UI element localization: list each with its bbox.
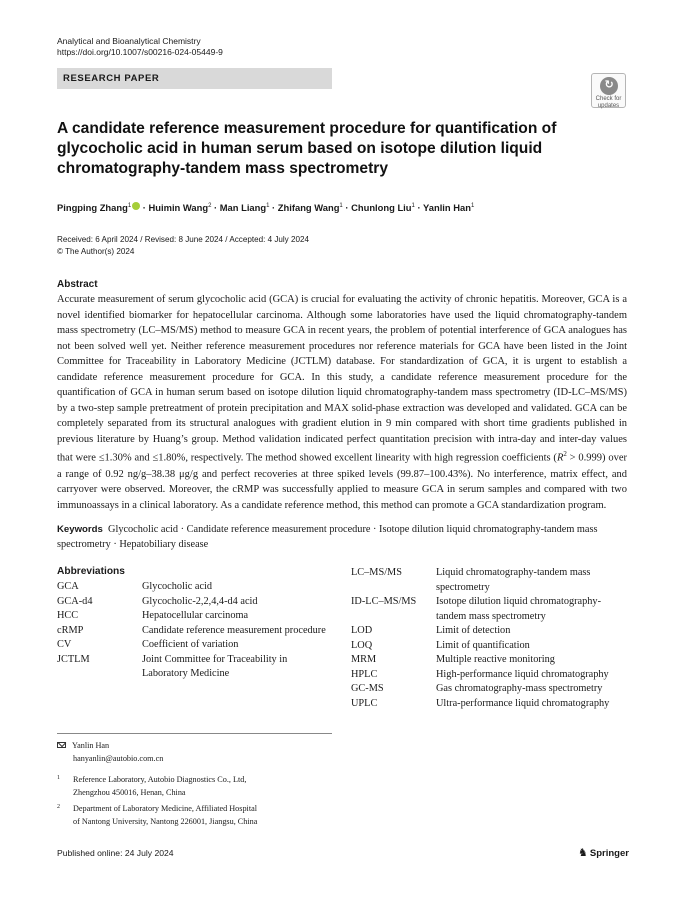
abbreviation-row — [351, 653, 628, 668]
abbreviation-row — [57, 595, 332, 610]
corresponding-author-name: Yanlin Han — [72, 741, 110, 750]
keywords-section — [57, 522, 627, 552]
mail-icon — [57, 742, 66, 748]
abbreviations-table-left — [57, 580, 332, 682]
affiliation-line: Department of Laboratory Medicine, Affiliated Hospital — [73, 804, 258, 813]
abbreviation-definition: Coefficient of variation — [142, 639, 239, 650]
abbreviation-definition: Joint Committee for Traceability in Laboratory Medicine — [142, 653, 288, 679]
abbreviation-row — [351, 624, 628, 639]
check-for-updates-badge[interactable] — [591, 73, 626, 108]
r2-exponent: 2 — [563, 450, 567, 459]
abbreviation-definition: Isotope dilution liquid chromatography-tandem mass spectrometry — [436, 596, 602, 622]
abbreviation-definition: High-performance liquid chromatography — [436, 668, 609, 680]
author-name[interactable]: Man Liang — [219, 202, 267, 214]
keywords-label: Keywords — [57, 524, 103, 535]
abbreviation-row — [57, 580, 332, 595]
doi-link[interactable]: https://doi.org/10.1007/s00216-024-05449-9 — [57, 47, 223, 57]
abbreviation-row — [351, 668, 628, 683]
abbreviation-term: LOQ — [351, 639, 373, 651]
affiliation-number: 1 — [57, 775, 60, 781]
abbreviation-definition: Candidate reference measurement procedure — [142, 624, 326, 636]
badge-line1: Check for — [595, 96, 622, 102]
affiliation-number: 2 — [57, 804, 60, 810]
author-affiliation-ref: 1 — [127, 203, 132, 209]
abbreviation-row — [351, 595, 628, 624]
orcid-icon[interactable] — [132, 202, 140, 210]
abbreviation-row — [57, 653, 332, 682]
publisher-name: Springer — [589, 848, 629, 859]
abbreviation-term: MRM — [351, 654, 377, 665]
abbreviation-definition: Limit of detection — [436, 625, 511, 636]
abbreviation-term: GC-MS — [351, 683, 384, 694]
springer-horse-icon: ♞ — [578, 847, 588, 859]
abstract-text-part2: > 0.999) over a range of 0.92 ng/g–38.38 μg/g and perfect recoveries at three spiked levels (99.87–100.43%). No interference, matrix effect, and carryover were observed. Moreover, the cRMP was successfully applied to measure GCA in serum samples and compared with two immunoassays in a clinical laboratory. As a candidate reference method, this method can promote a GCA standardization program. — [57, 452, 627, 511]
abbreviation-term: UPLC — [351, 697, 378, 709]
journal-header — [57, 36, 223, 58]
abbreviation-term: HCC — [57, 610, 79, 621]
affiliation-line: Zhengzhou 450016, Henan, China — [73, 787, 186, 797]
abbreviation-term: HPLC — [351, 668, 378, 680]
abbreviation-row — [57, 638, 332, 653]
author-list: Pingping Zhang$^1$ · Huimin Wang$^2$ · Man Liang$^1$ · Zhifang Wang$^1$ · Chunlong Liu$^1$ · Yanlin Han$^1$ — [57, 202, 475, 214]
affiliation-line: of Nantong University, Nantong 226001, Jiangsu, China — [73, 816, 258, 826]
abbreviation-definition: Limit of quantification — [436, 639, 530, 651]
author-affiliation-ref: 2 — [208, 203, 212, 209]
abstract-heading: Abstract — [57, 279, 98, 290]
abbreviation-row — [351, 639, 628, 654]
abbreviation-definition: Liquid chromatography-tandem mass spectrometry — [436, 567, 591, 593]
copyright-line: © The Author(s) 2024 — [57, 247, 135, 256]
affiliation — [57, 772, 246, 799]
abbreviation-row — [351, 682, 628, 697]
abbreviation-term: LC–MS/MS — [351, 567, 402, 578]
publication-dates — [57, 234, 309, 258]
publisher-logo[interactable] — [578, 846, 629, 859]
abbreviation-term: GCA — [57, 581, 79, 592]
abbreviation-term: LOD — [351, 625, 373, 636]
abbreviation-row — [57, 624, 332, 639]
abbreviations-heading: Abbreviations — [57, 566, 125, 577]
abbreviation-term: GCA-d4 — [57, 595, 93, 607]
abbreviation-definition: Glycocholic acid — [142, 581, 213, 592]
abbreviation-term: cRMP — [57, 624, 84, 636]
abbreviation-row — [351, 697, 628, 712]
article-type-banner: RESEARCH PAPER — [57, 68, 332, 89]
author-name[interactable]: Yanlin Han — [423, 202, 471, 214]
corresponding-author — [57, 740, 163, 765]
author-affiliation-ref: 1 — [266, 203, 270, 209]
check-updates-icon: ↻ — [600, 77, 618, 95]
author-name[interactable]: Huimin Wang — [148, 202, 209, 214]
abbreviation-term: CV — [57, 639, 72, 650]
abbreviation-definition: Gas chromatography-mass spectrometry — [436, 683, 603, 694]
author-affiliation-ref: 1 — [470, 203, 475, 209]
journal-name: Analytical and Bioanalytical Chemistry — [57, 36, 201, 46]
author-name[interactable]: Zhifang Wang — [277, 202, 340, 214]
keywords-text: Glycocholic acid · Candidate reference measurement procedure · Isotope dilution liquid chromatography-tandem mass spectrometry · Hepatobiliary disease — [57, 524, 598, 550]
date-history: Received: 6 April 2024 / Revised: 8 June 2024 / Accepted: 4 July 2024 — [57, 235, 309, 244]
abstract-body — [57, 292, 627, 513]
abstract-text-part1: Accurate measurement of serum glycocholic acid (GCA) is crucial for evaluating the activity of chronic hepatitis. Moreover, GCA is a novel identified biomarker for hepatocellular carcinoma. Although some laboratories have used the liquid chromatography-tandem mass spectrometry (LC–MS/MS) method to measure GCA in recent years, the problem of potential interference of GCA analogues has not been solved well yet. Neither reference measurement procedures nor reference materials for GCA have been listed in the Joint Committee for Traceability in Laboratory Medicine (JCTLM) database. For standardization of GCA, it is urgent to establish a candidate reference measurement procedure for GCA. In this study, a candidate reference measurement procedure for the quantification of GCA in human serum based on isotope dilution liquid chromatography-tandem mass spectrometry (ID-LC–MS/MS) by a two-step sample pretreatment of protein precipitation and MAX solid-phase extraction was developed and validated. GCA can be completely separated from its structural analogues with gradient elution in 9 min compared with short time gradients published in previous literature by Huang’s group. Method validation indicated perfect quantitation precision with intra-day and inter-day values that were ≤1.30% and ≤1.80%, respectively. The method showed excellent linearity with high regression coefficients ( — [57, 294, 627, 464]
abbreviation-definition: Ultra-performance liquid chromatography — [436, 697, 610, 709]
published-online: Published online: 24 July 2024 — [57, 848, 174, 858]
author-affiliation-ref: 1 — [411, 203, 415, 209]
abbreviation-row — [351, 566, 628, 595]
corresponding-author-email[interactable]: hanyanlin@autobio.com.cn — [73, 753, 164, 763]
abbreviation-term: ID-LC–MS/MS — [351, 596, 417, 607]
affiliation-line: Reference Laboratory, Autobio Diagnostics Co., Ltd, — [73, 775, 247, 784]
badge-line2: updates — [597, 102, 620, 109]
author-name[interactable]: Chunlong Liu — [351, 202, 412, 214]
author-affiliation-ref: 1 — [339, 203, 343, 209]
article-title: A candidate reference measurement procedure for quantification of glycocholic acid in human serum based on isotope dilution liquid chromatography-tandem mass spectrometry — [57, 120, 557, 177]
abbreviation-definition: Multiple reactive monitoring — [436, 654, 555, 665]
abbreviation-term: JCTLM — [57, 653, 90, 665]
abbreviation-definition: Hepatocellular carcinoma — [142, 610, 249, 621]
abbreviation-definition: Glycocholic-2,2,4,4-d4 acid — [142, 595, 258, 607]
footnote-divider — [57, 733, 332, 734]
abbreviations-table-right — [351, 566, 628, 711]
abbreviation-row — [57, 609, 332, 624]
r2-symbol: R — [556, 452, 564, 464]
author-name[interactable]: Pingping Zhang — [57, 202, 128, 214]
affiliation — [57, 801, 257, 828]
